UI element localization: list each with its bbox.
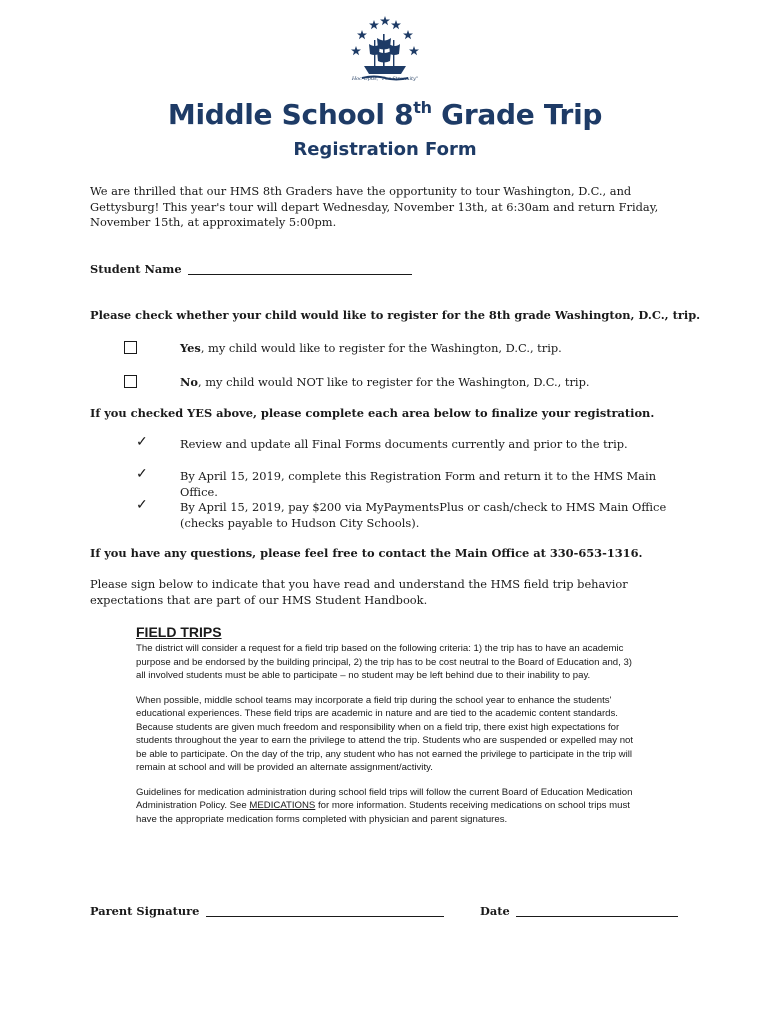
option-no-text: No, my child would NOT like to register for the Washington, D.C., trip. (180, 375, 590, 389)
registration-question: Please check whether your child would like to register for the 8th grade Washington, D.C., trip. (90, 308, 701, 322)
field-trips-paragraph-1: The district will consider a request for a field trip based on the following criteria: 1) the trip has to have an academic purpose and be endorsed by the building principal, 2) the trip has to be cost neutral to the Board of Education and, 3) all involved students must be able to participate – no student may be left behind due to their inability to pay. (136, 643, 633, 681)
date-field[interactable] (516, 916, 678, 917)
parent-signature-label: Parent Signature (90, 904, 200, 918)
checkmark-icon: ✓ (136, 497, 148, 513)
student-name-label: Student Name (90, 262, 182, 276)
option-yes-text: Yes, my child would like to register for the Washington, D.C., trip. (180, 341, 562, 355)
page-title: Middle School 8th Grade Trip (167, 98, 603, 131)
field-trips-paragraph-2: When possible, middle school teams may incorporate a field trip during the school year to enhance the students' educational experiences. These field trips are academic in nature and are tied to the academic content standards. Because students are given much freedom and responsibility when on a field trip, there exist high expectations for students throughout the year to earn the privilege to attend the trip. Students who are suspended or expelled may not be able to participate. On the day of the trip, any student who has not earned the privilege to participate in the trip will remain at school and will be provided an alternate assignment/activity. (136, 694, 634, 773)
field-trips-policy (136, 624, 636, 837)
checkmark-icon: ✓ (136, 466, 148, 482)
parent-signature-field[interactable] (206, 916, 444, 917)
medications-link[interactable]: MEDICATIONS (249, 800, 316, 811)
checkmark-icon: ✓ (136, 434, 148, 450)
student-name-row (90, 262, 412, 278)
field-trips-paragraph-3: Guidelines for medication administration during school field trips will follow the current Board of Education Medication Administration Policy. See MEDICATIONS for more information. Students receiving medications on school trips must have the appropriate medication forms completed with physician and parent signatures. (136, 786, 633, 825)
logo-motto: Hoc Opus, "Per Strenuity" (351, 76, 419, 82)
registration-form-page: Hoc Opus, "Per Strenuity" Middle School 8th Grade Trip Registration Form We are thrilled that our HMS 8th Graders have the opportunity to tour Washington, D.C., and Gettysburg! This year's tour will depart Wednesday, November 13th, at 6:30am and return Friday, November 15th, at approximately 5:00pm. Student Name Please check whether your child would like to register for the 8th grade Washington, D.C., trip. Yes, my child would like to register for the Washington, D.C., trip. No, my child would NOT like to register for the Washington, D.C., trip. If you checked YES above, please complete each area below to finalize your registration. ✓ Review and update all Final Forms documents currently and prior to the trip. ✓ By April 15, 2019, complete this Registration Form and return it to the HMS Main Office. ✓ By April 15, 2019, pay $200 via MyPaymentsPlus or cash/check to HMS Main Office (checks payable to Hudson City Schools). If you have any questions, please feel free to contact the Main Office at 330-653-1316. Please sign below to indicate that you have read and understand the HMS field trip behavior expectations that are part of our HMS Student Handbook. FIELD TRIPS The district will consider a request for a field trip based on the following criteria: 1) the trip has to have an academic purpose and be endorsed by the building principal, 2) the trip has to be cost neutral to the Board of Education and, 3) all involved students must be able to participate – no student may be left behind due to their inability to pay. When possible, middle school teams may incorporate a field trip during the school year to enhance the students' educational experiences. These field trips are academic in nature and are tied to the academic content standards. Because students are given much freedom and responsibility when on a field trip, there exist high expectations for students throughout the year to earn the privilege to attend the trip. Students who are suspended or expelled may not be able to participate. On the day of the trip, any student who has not earned the privilege to participate in the trip will remain at school and will be provided an alternate assignment/activity. Guidelines for medication administration during school field trips will follow the current Board of Education Medication Administration Policy. See MEDICATIONS for more information. Students receiving medications on school trips must have the appropriate medication forms completed with physician and parent signatures. Parent Signature Date (0, 0, 770, 1024)
contact-line: If you have any questions, please feel free to contact the Main Office at 330-653-1316. (90, 546, 643, 560)
field-trips-heading: FIELD TRIPS (136, 624, 222, 640)
yes-checkbox[interactable] (124, 341, 137, 354)
finalize-instruction: If you checked YES above, please complete each area below to finalize your registration. (90, 406, 655, 420)
no-checkbox[interactable] (124, 375, 137, 388)
date-row (480, 904, 678, 920)
intro-paragraph: We are thrilled that our HMS 8th Graders have the opportunity to tour Washington, D.C., and Gettysburg! This year's tour will depart Wednesday, November 13th, at 6:30am and return Friday, November 15th, at approximately 5:00pm. (90, 184, 659, 229)
signature-note: Please sign below to indicate that you have read and understand the HMS field trip behavior expectations that are part of our HMS Student Handbook. (90, 577, 628, 607)
student-name-field[interactable] (188, 274, 412, 275)
date-label: Date (480, 904, 510, 918)
page-subtitle: Registration Form (293, 139, 477, 160)
parent-signature-row (90, 904, 444, 920)
